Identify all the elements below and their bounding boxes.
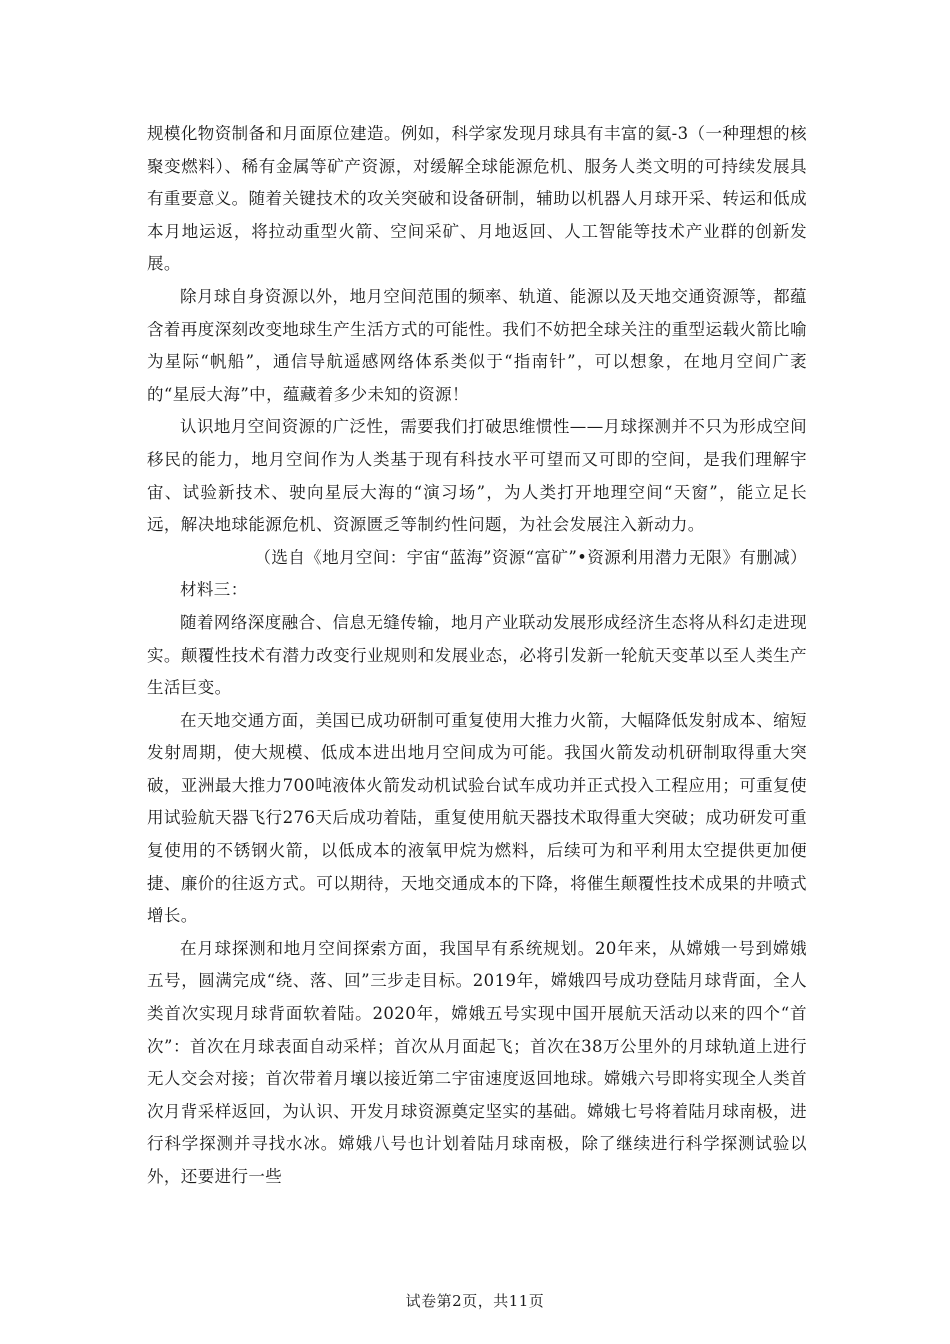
source-citation: （选自《地月空间：宇宙“蓝海”资源“富矿”•资源利用潜力无限》有删减）: [254, 547, 807, 567]
paragraph-1: 规模化物资制备和月面原位建造。例如，科学家发现月球具有丰富的氦-3（一种理想的核聚变燃料）、稀有金属等矿产资源，对缓解全球能源危机、服务人类文明的可持续发展具有重要意义。随着关键技术的攻关突破和设备研制，辅助以机器人月球开采、转运和低成本月地运返，将拉动重型火箭、空间采矿、月地返回、人工智能等技术产业群的创新发展。: [147, 124, 807, 274]
document-body: [147, 118, 807, 1194]
paragraph-5: 在天地交通方面，美国已成功研制可重复使用大推力火箭，大幅降低发射成本、缩短发射周期，使大规模、低成本进出地月空间成为可能。我国火箭发动机研制取得重大突破，亚洲最大推力700吨液体火箭发动机试验台试车成功并正式投入工程应用；可重复使用试验航天器飞行276天后成功着陆，重复使用航天器技术取得重大突破；成功研发可重复使用的不锈钢火箭，以低成本的液氧甲烷为燃料，后续可为和平利用太空提供更加便捷、廉价的往返方式。可以期待，天地交通成本的下降，将催生颠覆性技术成果的井喷式增长。: [147, 710, 807, 926]
page-footer: 试卷第2页，共11页: [405, 1292, 545, 1310]
material-label: 材料三：: [180, 580, 248, 600]
paragraph-6: 在月球探测和地月空间探索方面，我国早有系统规划。20年来，从嫦娥一号到嫦娥五号，圆满完成“绕、落、回”三步走目标。2019年，嫦娥四号成功登陆月球背面，全人类首次实现月球背面软着陆。2020年，嫦娥五号实现中国开展航天活动以来的四个“首次”：首次在月球表面自动采样；首次从月面起飞；首次在38万公里外的月球轨道上进行无人交会对接；首次带着月壤以接近第二宇宙速度返回地球。嫦娥六号即将实现全人类首次月背采样返回，为认识、开发月球资源奠定坚实的基础。嫦娥七号将着陆月球南极，进行科学探测并寻找水冰。嫦娥八号也计划着陆月球南极，除了继续进行科学探测试验以外，还要进行一些: [147, 938, 807, 1186]
paragraph-3: 认识地月空间资源的广泛性，需要我们打破思维惯性——月球探测并不只为形成空间移民的能力，地月空间作为人类基于现有科技水平可望而又可即的空间，是我们理解宇宙、试验新技术、驶向星辰大海的“演习场”，为人类打开地理空间“天窗”，能立足长远，解决地球能源危机、资源匮乏等制约性问题，为社会发展注入新动力。: [147, 417, 807, 535]
paragraph-4: 随着网络深度融合、信息无缝传输，地月产业联动发展形成经济生态将从科幻走进现实。颠覆性技术有潜力改变行业规则和发展业态，必将引发新一轮航天变革以至人类生产生活巨变。: [147, 612, 807, 698]
paragraph-2: 除月球自身资源以外，地月空间范围的频率、轨道、能源以及天地交通资源等，都蕴含着再度深刻改变地球生产生活方式的可能性。我们不妨把全球关注的重型运载火箭比喻为星际“帆船”，通信导航遥感网络体系类似于“指南针”，可以想象，在地月空间广袤的“星辰大海”中，蕴藏着多少未知的资源！: [147, 286, 807, 404]
